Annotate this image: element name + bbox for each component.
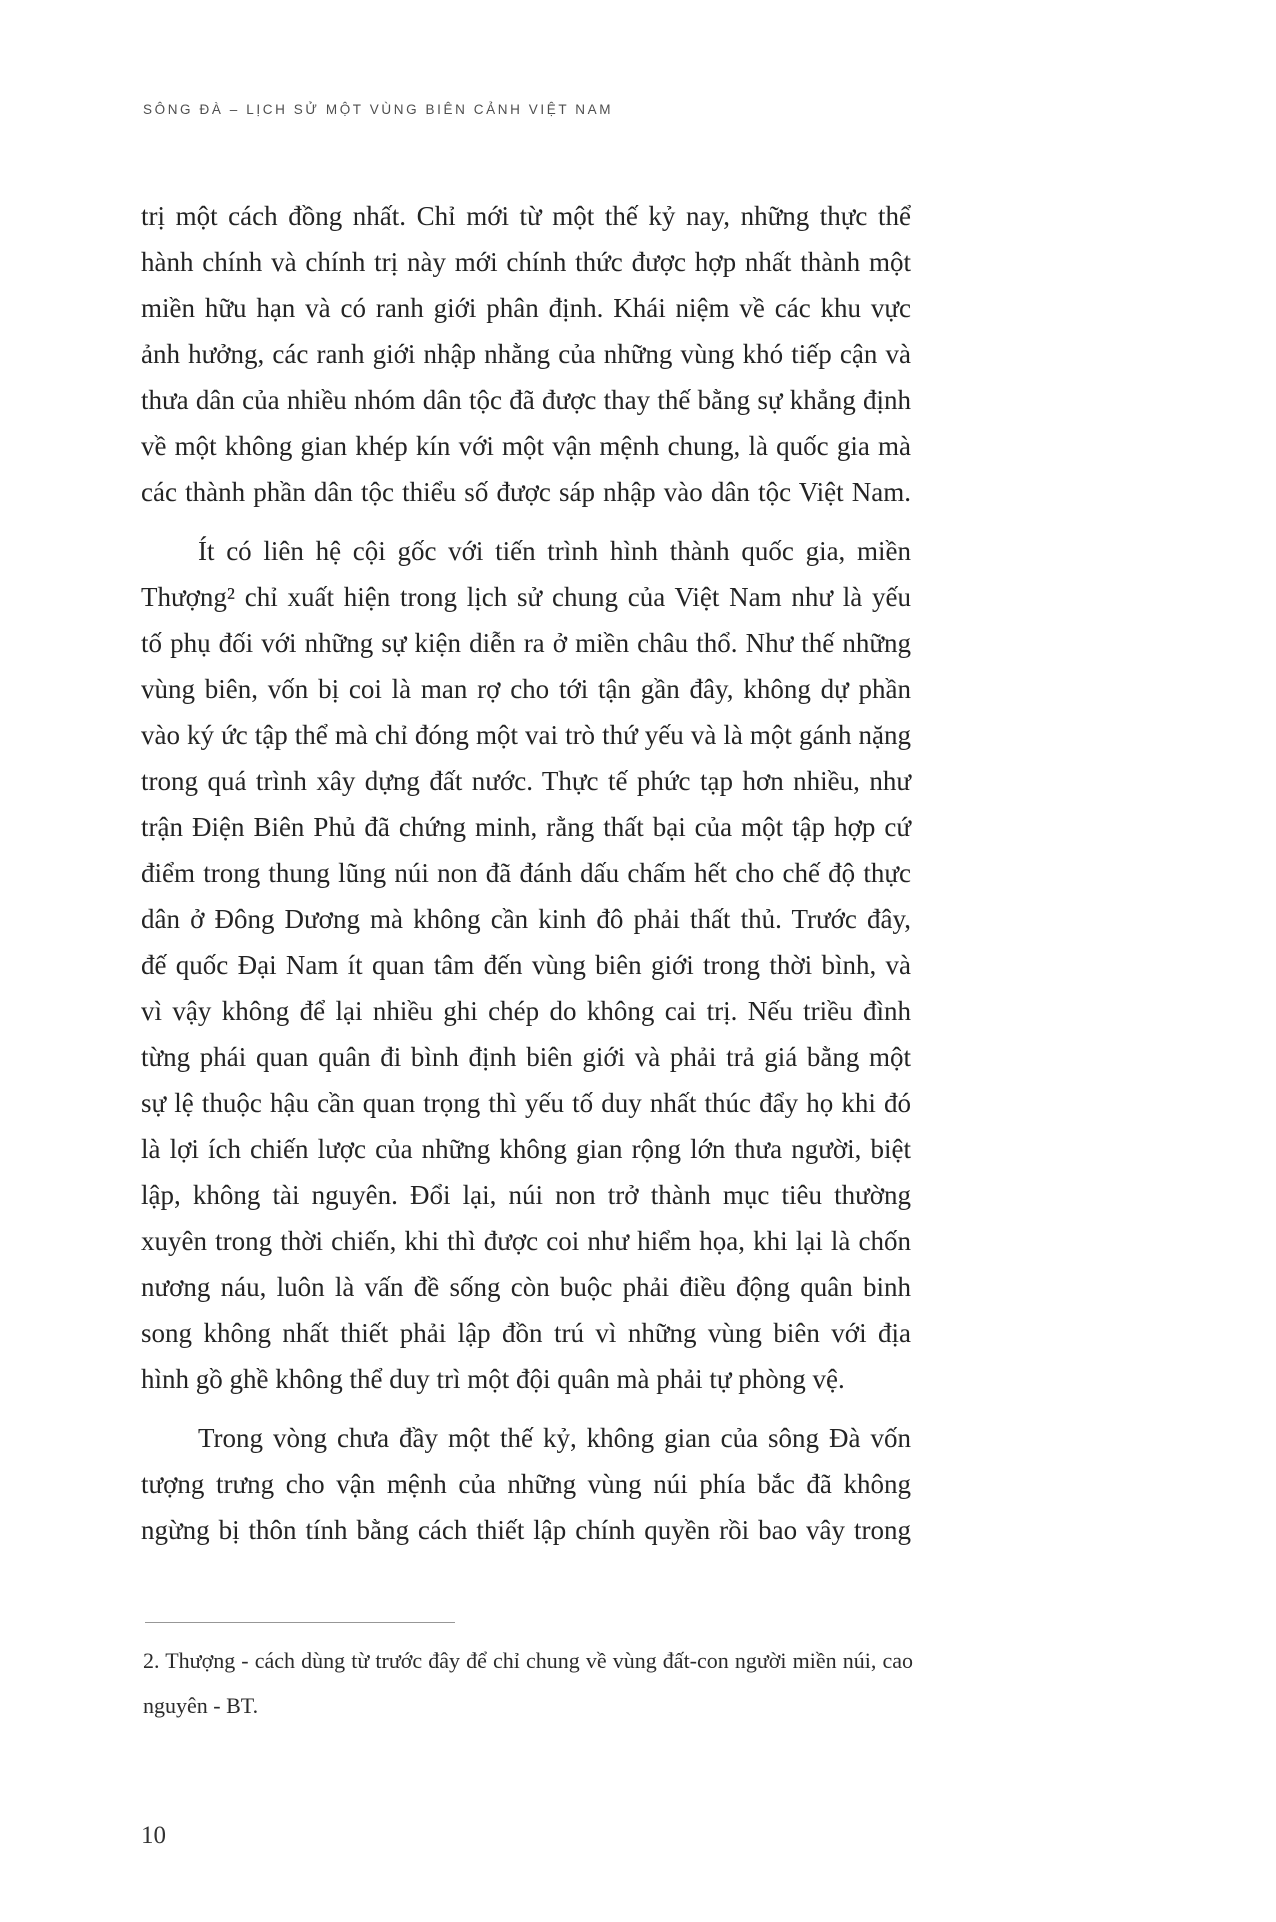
- text-line: song không nhất thiết phải lập đồn trú vì những vùng biên với địa: [141, 1318, 911, 1348]
- text-line: Thượng² chỉ xuất hiện trong lịch sử chung của Việt Nam như là yếu: [141, 582, 911, 612]
- text-line: từng phái quan quân đi bình định biên giới và phải trả giá bằng một: [141, 1042, 911, 1072]
- text-line: miền hữu hạn và có ranh giới phân định. Khái niệm về các khu vực: [141, 293, 911, 323]
- text-line: trận Điện Biên Phủ đã chứng minh, rằng thất bại của một tập hợp cứ: [141, 812, 911, 842]
- page-number: 10: [141, 1822, 166, 1849]
- paragraph: [141, 1415, 911, 1553]
- text-line: Ít có liên hệ cội gốc với tiến trình hình thành quốc gia, miền: [198, 536, 911, 566]
- text-line: là lợi ích chiến lược của những không gian rộng lớn thưa người, biệt: [141, 1134, 911, 1164]
- text-line: thưa dân của nhiều nhóm dân tộc đã được thay thế bằng sự khẳng định: [141, 385, 911, 415]
- text-line: nương náu, luôn là vấn đề sống còn buộc phải điều động quân binh: [141, 1272, 911, 1302]
- text-line: đế quốc Đại Nam ít quan tâm đến vùng biên giới trong thời bình, và: [141, 950, 911, 980]
- text-line: hình gồ ghề không thể duy trì một đội quân mà phải tự phòng vệ.: [141, 1364, 845, 1394]
- body-text: [141, 193, 911, 1553]
- text-line: các thành phần dân tộc thiểu số được sáp nhập vào dân tộc Việt Nam.: [141, 477, 911, 507]
- text-line: điểm trong thung lũng núi non đã đánh dấu chấm hết cho chế độ thực: [141, 858, 911, 888]
- footnote-line: 2. Thượng - cách dùng từ trước đây để chỉ chung về vùng đất-con người miền núi, cao: [143, 1648, 913, 1673]
- text-line: hành chính và chính trị này mới chính thức được hợp nhất thành một: [141, 247, 911, 277]
- footnote: [143, 1638, 913, 1728]
- text-line: tượng trưng cho vận mệnh của những vùng núi phía bắc đã không: [141, 1469, 911, 1499]
- running-header: SÔNG ĐÀ – LỊCH SỬ MỘT VÙNG BIÊN CẢNH VIỆT NAM: [143, 102, 614, 117]
- text-line: vùng biên, vốn bị coi là man rợ cho tới tận gần đây, không dự phần: [141, 674, 911, 704]
- text-line: dân ở Đông Dương mà không cần kinh đô phải thất thủ. Trước đây,: [141, 904, 911, 934]
- text-line: trong quá trình xây dựng đất nước. Thực tế phức tạp hơn nhiều, như: [141, 766, 911, 796]
- paragraph: [141, 528, 911, 1402]
- text-line: tố phụ đối với những sự kiện diễn ra ở miền châu thổ. Như thế những: [141, 628, 911, 658]
- text-line: vì vậy không để lại nhiều ghi chép do không cai trị. Nếu triều đình: [141, 996, 911, 1026]
- text-line: ảnh hưởng, các ranh giới nhập nhằng của những vùng khó tiếp cận và: [141, 339, 911, 369]
- text-line: ngừng bị thôn tính bằng cách thiết lập chính quyền rồi bao vây trong: [141, 1515, 911, 1545]
- text-line: về một không gian khép kín với một vận mệnh chung, là quốc gia mà: [141, 431, 911, 461]
- text-line: vào ký ức tập thể mà chỉ đóng một vai trò thứ yếu và là một gánh nặng: [141, 720, 911, 750]
- text-line: trị một cách đồng nhất. Chỉ mới từ một thế kỷ nay, những thực thể: [141, 201, 911, 231]
- footnote-divider: [145, 1622, 455, 1623]
- text-line: Trong vòng chưa đầy một thế kỷ, không gian của sông Đà vốn: [198, 1423, 911, 1453]
- text-line: sự lệ thuộc hậu cần quan trọng thì yếu tố duy nhất thúc đẩy họ khi đó: [141, 1088, 911, 1118]
- paragraph: [141, 193, 911, 515]
- footnote-line: nguyên - BT.: [143, 1693, 259, 1718]
- text-line: xuyên trong thời chiến, khi thì được coi như hiểm họa, khi lại là chốn: [141, 1226, 911, 1256]
- text-line: lập, không tài nguyên. Đổi lại, núi non trở thành mục tiêu thường: [141, 1180, 911, 1210]
